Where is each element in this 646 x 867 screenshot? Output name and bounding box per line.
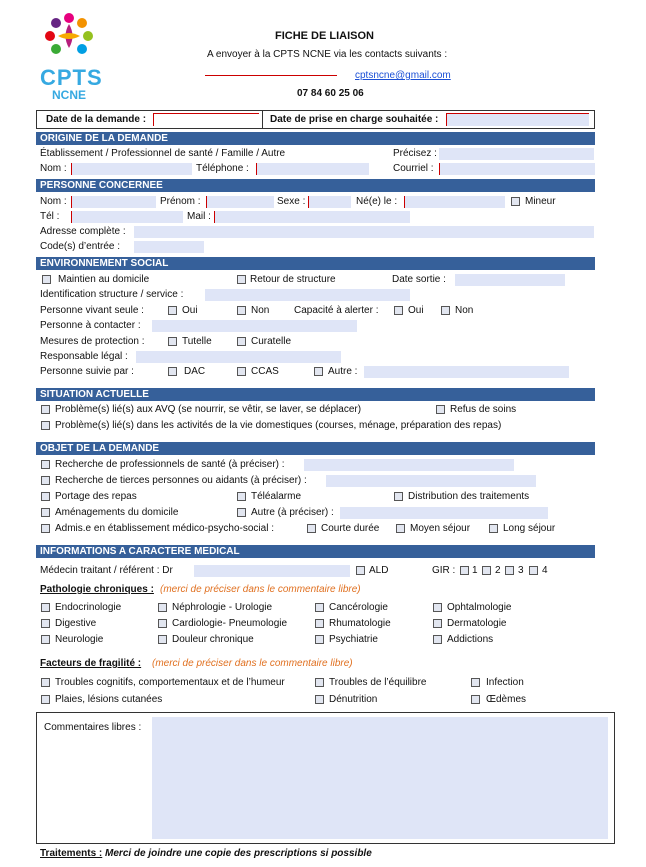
request-date-label: Date de la demande : [46,114,147,125]
patho-cardio-label: Cardiologie- Pneumologie [172,618,288,629]
avq-label: Problème(s) lié(s) aux AVQ (se nourrir, se vêtir, se laver, se déplacer) [55,404,362,415]
gir-3-checkbox[interactable] [505,566,514,575]
a-contacter-label: Personne à contacter : [40,320,141,331]
retour-label: Retour de structure [250,274,336,285]
patho-nephro-checkbox[interactable] [158,603,167,612]
comments-label: Commentaires libres : [44,722,142,733]
frag-title: Facteurs de fragilité : [40,658,142,669]
a-contacter-field[interactable] [152,320,357,332]
personne-sexe-field[interactable] [308,196,351,208]
patho-addictions-label: Addictions [447,634,494,645]
objet-autre-checkbox[interactable] [237,508,246,517]
frag-cognitifs-checkbox[interactable] [41,678,50,687]
ald-label: ALD [369,565,389,576]
courte-label: Courte durée [321,523,380,534]
date-sortie-field[interactable] [455,274,565,286]
suivie-autre-label: Autre : [328,366,358,377]
frag-oedemes-checkbox[interactable] [471,695,480,704]
section-medical: INFORMATIONS A CARACTERE MEDICAL [36,545,595,558]
codes-label: Code(s) d’entrée : [40,241,121,252]
section-personne: PERSONNE CONCERNEE [36,179,595,192]
logo-text: CPTS [40,65,103,90]
vivant-non-checkbox[interactable] [237,306,246,315]
responsable-field[interactable] [136,351,341,363]
traitements-note: Merci de joindre une copie des prescriptions si possible [105,848,372,859]
vivant-non-label: Non [251,305,270,316]
personne-nom-label: Nom : [40,196,67,207]
identification-label: Identification structure / service : [40,289,184,300]
logo-flower-icon [38,6,100,66]
gir-4-checkbox[interactable] [529,566,538,575]
patho-douleur-checkbox[interactable] [158,635,167,644]
personne-tel-label: Tél : [40,211,60,222]
personne-tel-field[interactable] [71,211,183,223]
ccas-checkbox[interactable] [237,367,246,376]
identification-field[interactable] [205,289,410,301]
patho-douleur-label: Douleur chronique [172,634,254,645]
tutelle-checkbox[interactable] [168,337,177,346]
long-checkbox[interactable] [489,524,498,533]
capacite-oui-checkbox[interactable] [394,306,403,315]
patho-cardio-checkbox[interactable] [158,619,167,628]
refus-checkbox[interactable] [436,405,445,414]
retour-checkbox[interactable] [237,275,246,284]
admis-label: Admis.e en établissement médico-psycho-social : [55,523,274,534]
courte-checkbox[interactable] [307,524,316,533]
vivant-oui-checkbox[interactable] [168,306,177,315]
mineur-checkbox[interactable] [511,197,520,206]
tutelle-label: Tutelle [182,336,212,347]
frag-infection-checkbox[interactable] [471,678,480,687]
maintien-checkbox[interactable] [42,275,51,284]
section-environnement: ENVIRONNEMENT SOCIAL [36,257,595,270]
gir-1-checkbox[interactable] [460,566,469,575]
capacite-oui-label: Oui [408,305,424,316]
origine-tel-field[interactable] [256,163,369,175]
patho-ophtalmo-label: Ophtalmologie [447,602,512,613]
mesures-label: Mesures de protection : [40,336,145,347]
personne-mail-field[interactable] [214,211,410,223]
repas-checkbox[interactable] [41,492,50,501]
origine-nom-label: Nom : [40,163,67,174]
precisez-label: Précisez : [393,148,437,159]
patho-rhumato-label: Rhumatologie [329,618,391,629]
ccas-label: CCAS [251,366,279,377]
refus-label: Refus de soins [450,404,517,415]
medecin-label: Médecin traitant / référent : Dr [40,565,173,576]
adresse-field[interactable] [134,226,594,238]
patho-dermato-checkbox[interactable] [433,619,442,628]
contact-email[interactable]: cptsncne@gmail.com [355,70,451,81]
precisez-field[interactable] [439,148,594,160]
frag-equilibre-checkbox[interactable] [315,678,324,687]
date-sortie-label: Date sortie : [392,274,446,285]
gir-2-checkbox[interactable] [482,566,491,575]
frag-infection-label: Infection [486,677,524,688]
capacite-non-label: Non [455,305,474,316]
contact-phone: 07 84 60 25 06 [297,88,364,99]
frag-denutrition-label: Dénutrition [329,694,378,705]
admis-checkbox[interactable] [41,524,50,533]
gir-2-label: 2 [495,565,501,576]
personne-prenom-field[interactable] [206,196,274,208]
distribution-label: Distribution des traitements [408,491,530,502]
personne-prenom-label: Prénom : [160,196,201,207]
traitements [40,848,372,860]
origine-courriel-label: Courriel : [393,163,434,174]
tierces-label: Recherche de tierces personnes ou aidants (à préciser) : [55,475,307,486]
patho-nephro-label: Néphrologie - Urologie [172,602,273,613]
frag-plaies-label: Plaies, lésions cutanées [55,694,163,705]
personne-mail-label: Mail : [187,211,211,222]
patho-endocrino-label: Endocrinologie [55,602,122,613]
domestique-label: Problème(s) lié(s) dans les activités de la vie domestiques (courses, ménage, préparation des repas) [55,420,502,431]
capacite-label: Capacité à alerter : [294,305,379,316]
section-objet: OBJET DE LA DEMANDE [36,442,595,455]
responsable-label: Responsable légal : [40,351,128,362]
logo-subtext: NCNE [52,88,87,102]
traitements-label: Traitements : [40,848,103,859]
origine-type-label: Établissement / Professionnel de santé / Famille / Autre [40,148,286,159]
gir-3-label: 3 [518,565,524,576]
gir-1-label: 1 [472,565,478,576]
frag-denutrition-checkbox[interactable] [315,695,324,704]
logo [38,6,103,102]
teleal-checkbox[interactable] [237,492,246,501]
dac-checkbox[interactable] [168,367,177,376]
frag-cognitifs-label: Troubles cognitifs, comportementaux et de l’humeur [55,677,285,688]
tierces-field[interactable] [326,475,536,487]
page-subtitle: A envoyer à la CPTS NCNE via les contacts suivants : [207,49,448,60]
vivant-oui-label: Oui [182,305,198,316]
patho-digestive-checkbox[interactable] [41,619,50,628]
teleal-label: Téléalarme [251,491,302,502]
pros-sante-checkbox[interactable] [41,460,50,469]
vivant-seule-label: Personne vivant seule : [40,305,144,316]
comments-field[interactable] [152,717,608,839]
suivie-autre-checkbox[interactable] [314,367,323,376]
care-date-label: Date de prise en charge souhaitée : [270,114,439,125]
suivie-par-label: Personne suivie par : [40,366,134,377]
curatelle-label: Curatelle [251,336,292,347]
patho-rhumato-checkbox[interactable] [315,619,324,628]
amenagements-label: Aménagements du domicile [55,507,179,518]
patho-note: (merci de préciser dans le commentaire libre) [160,584,361,595]
adresse-label: Adresse complète : [40,226,126,237]
domestique-checkbox[interactable] [41,421,50,430]
codes-field[interactable] [134,241,204,253]
patho-psy-label: Psychiatrie [329,634,378,645]
patho-neuro-checkbox[interactable] [41,635,50,644]
patho-dermato-label: Dermatologie [447,618,507,629]
objet-autre-field[interactable] [340,507,548,519]
personne-ne-field[interactable] [404,196,505,208]
patho-endocrino-checkbox[interactable] [41,603,50,612]
mineur-label: Mineur [525,196,556,207]
personne-sexe-label: Sexe : [277,196,306,207]
request-date-field[interactable] [153,113,259,126]
tierces-checkbox[interactable] [41,476,50,485]
origine-courriel-field[interactable] [439,163,595,175]
gir-4-label: 4 [542,565,548,576]
patho-ophtalmo-checkbox[interactable] [433,603,442,612]
origine-tel-label: Téléphone : [196,163,249,174]
distribution-checkbox[interactable] [394,492,403,501]
patho-cancero-label: Cancérologie [329,602,388,613]
patho-addictions-checkbox[interactable] [433,635,442,644]
care-date-field[interactable] [446,113,589,126]
origine-nom-field[interactable] [71,163,192,175]
moyen-checkbox[interactable] [396,524,405,533]
gir-label: GIR : [432,565,456,576]
patho-psy-checkbox[interactable] [315,635,324,644]
frag-oedemes-label: Œdèmes [486,694,527,705]
amenagements-checkbox[interactable] [41,508,50,517]
frag-plaies-checkbox[interactable] [41,695,50,704]
avq-checkbox[interactable] [41,405,50,414]
repas-label: Portage des repas [55,491,137,502]
pros-sante-field[interactable] [304,459,514,471]
patho-cancero-checkbox[interactable] [315,603,324,612]
medecin-field[interactable] [194,565,350,577]
patho-digestive-label: Digestive [55,618,97,629]
section-situation: SITUATION ACTUELLE [36,388,595,401]
pros-sante-label: Recherche de professionnels de santé (à préciser) : [55,459,285,470]
long-label: Long séjour [503,523,556,534]
frag-note: (merci de préciser dans le commentaire libre) [152,658,353,669]
section-origine: ORIGINE DE LA DEMANDE [36,132,595,145]
page-title: FICHE DE LIAISON [275,30,375,42]
personne-ne-label: Né(e) le : [356,196,398,207]
dac-label: DAC [184,366,206,377]
moyen-label: Moyen séjour [410,523,471,534]
frag-equilibre-label: Troubles de l’équilibre [329,677,427,688]
personne-nom-field[interactable] [71,196,156,208]
suivie-autre-field[interactable] [364,366,569,378]
patho-title: Pathologie chroniques : [40,584,154,595]
maintien-label: Maintien au domicile [58,274,150,285]
ald-checkbox[interactable] [356,566,365,575]
email-underline [205,75,337,76]
objet-autre-label: Autre (à préciser) : [251,507,334,518]
patho-neuro-label: Neurologie [55,634,104,645]
capacite-non-checkbox[interactable] [441,306,450,315]
curatelle-checkbox[interactable] [237,337,246,346]
